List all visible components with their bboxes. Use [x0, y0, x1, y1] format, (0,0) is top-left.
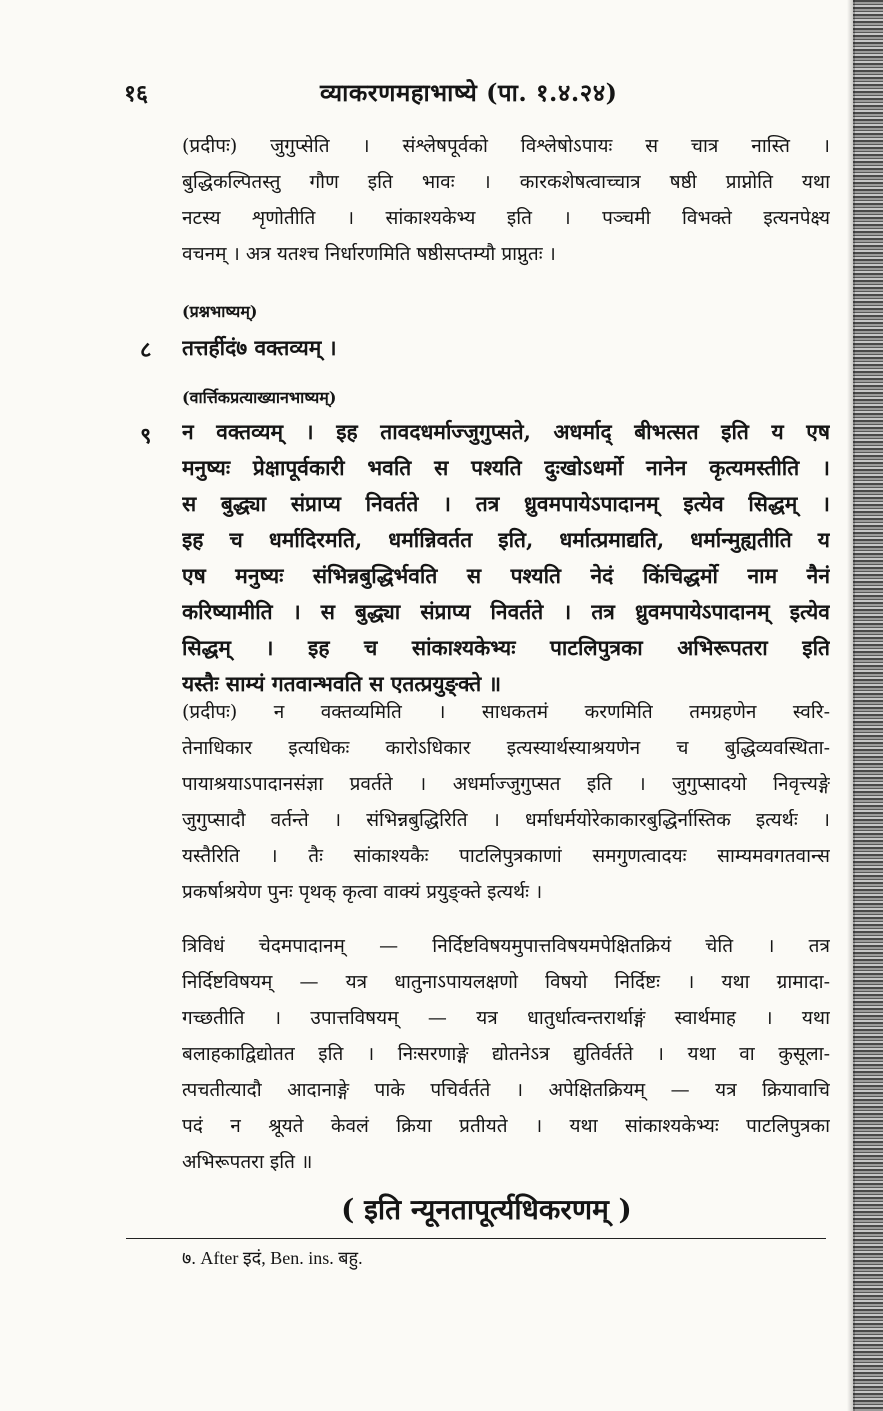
footnote-rule — [126, 1238, 826, 1239]
text-line: जुगुप्सादौ वर्तन्ते । संभिन्नबुद्धिरिति । धर्माधर्मयोरेकाकारबुद्धिर्नास्तिक इत्यर्थः । — [182, 809, 830, 831]
text-line: गच्छतीति । उपात्तविषयम् — यत्र धातुर्धात्वन्तरार्थाङ्गं स्वार्थमाह । यथा — [182, 1007, 830, 1029]
section-closing-title: ( इति न्यूनतापूर्त्यधिकरणम् ) — [341, 1193, 632, 1226]
page-number: १६ — [124, 80, 148, 107]
text-line: मनुष्यः प्रेक्षापूर्वकारी भवति स पश्यति दुःखोऽधर्मो नानेन कृत्यमस्तीति । — [182, 455, 830, 480]
bhashya-line-8 — [182, 330, 830, 366]
bhashya-paragraph-9 — [182, 414, 830, 702]
text-line: सिद्धम् । इह च सांकाश्यकेभ्यः पाटलिपुत्रका अभिरूपतरा इति — [182, 635, 830, 660]
running-title: व्याकरणमहाभाष्ये (पा. १.४.२४) — [320, 78, 618, 107]
text-line: नटस्य शृणोतीति । सांकाश्यकेभ्य इति । पञ्चमी विभक्ते इत्यनपेक्ष्य — [182, 207, 830, 229]
text-line: तत्तर्हीदं७ वक्तव्यम् । — [182, 335, 337, 360]
text-line: पायाश्रयाऽपादानसंज्ञा प्रवर्तते । अधर्माज्जुगुप्सत इति । जुगुप्सादयो निवृत्त्यङ्गे — [182, 773, 830, 795]
section-label-vartika: (वार्त्तिकप्रत्याख्यानभाष्यम्) — [182, 388, 337, 407]
text-line: स बुद्ध्या संप्राप्य निवर्तते । तत्र ध्रुवमपायेऽपादानम् इत्येव सिद्धम् । — [182, 491, 830, 516]
page-header — [124, 76, 824, 110]
text-line: बुद्धिकल्पितस्तु गौण इति भावः । कारकशेषत्वाच्चात्र षष्ठी प्राप्नोति यथा — [182, 171, 830, 193]
pradipa-paragraph-2 — [182, 694, 830, 910]
text-line: करिष्यामीति । स बुद्ध्या संप्राप्य निवर्तते । तत्र ध्रुवमपायेऽपादानम् इत्येव — [182, 599, 830, 624]
text-line: त्रिविधं चेदमपादानम् — निर्दिष्टविषयमुपात्तविषयमपेक्षितक्रियं चेति । तत्र — [182, 935, 830, 957]
pradipa-paragraph-1 — [182, 128, 830, 272]
text-line: त्पचतीत्यादौ आदानाङ्गे पाके पचिर्वर्तते । अपेक्षितक्रियम् — यत्र क्रियावाचि — [182, 1079, 830, 1101]
footnote: ७. After इदं, Ben. ins. बहु. — [182, 1248, 363, 1268]
trividham-paragraph — [182, 928, 830, 1180]
text-line: इह च धर्मादिरमति, धर्मान्निवर्तत इति, धर्मात्प्रमाद्यति, धर्मान्मुह्यतीति य — [182, 527, 830, 552]
text-line: अभिरूपतरा इति ॥ — [182, 1151, 313, 1173]
section-number-9: ९ — [140, 423, 152, 449]
text-line: यस्तैरिति । तैः सांकाश्यकैः पाटलिपुत्रकाणां समगुणत्वादयः साम्यमवगतवान्स — [182, 845, 830, 867]
text-line: वचनम् । अत्र यतश्च निर्धारणमिति षष्ठीसप्तम्यौ प्राप्नुतः । — [182, 243, 556, 265]
text-line: पदं न श्रूयते केवलं क्रिया प्रतीयते । यथा सांकाश्यकेभ्यः पाटलिपुत्रका — [182, 1115, 830, 1137]
text-line: बलाहकाद्विद्योतत इति । निःसरणाङ्गे द्योतनेऽत्र द्युतिर्वर्तते । यथा वा कुसूला- — [182, 1043, 830, 1065]
section-label-prashna: (प्रश्नभाष्यम्) — [182, 302, 258, 321]
text-line: (प्रदीपः) जुगुप्सेति । संश्लेषपूर्वको विश्लेषोऽपायः स चात्र नास्ति । — [182, 135, 830, 157]
text-line: एष मनुष्यः संभिन्नबुद्धिर्भवति स पश्यति नेदं किंचिद्धर्मो नाम नैनं — [182, 563, 830, 588]
section-number-8: ८ — [140, 337, 152, 363]
text-line: न वक्तव्यम् । इह तावदधर्माज्जुगुप्सते, अधर्माद् बीभत्सत इति य एष — [182, 419, 830, 444]
text-line: (प्रदीपः) न वक्तव्यमिति । साधकतमं करणमिति तमग्रहणेन स्वरि- — [182, 701, 830, 723]
text-line: निर्दिष्टविषयम् — यत्र धातुनाऽपायलक्षणो विषयो निर्दिष्टः । यथा ग्रामादा- — [182, 971, 830, 993]
text-line: यस्तैः साम्यं गतवान्भवति स एतत्प्रयुङ्क्ते ॥ — [182, 671, 502, 696]
text-line: तेनाधिकार इत्यधिकः कारोऽधिकार इत्यस्यार्थस्याश्रयणेन च बुद्धिव्यवस्थिता- — [182, 737, 830, 759]
text-line: प्रकर्षाश्रयेण पुनः पृथक् कृत्वा वाक्यं प्रयुङ्क्ते इत्यर्थः । — [182, 881, 543, 903]
